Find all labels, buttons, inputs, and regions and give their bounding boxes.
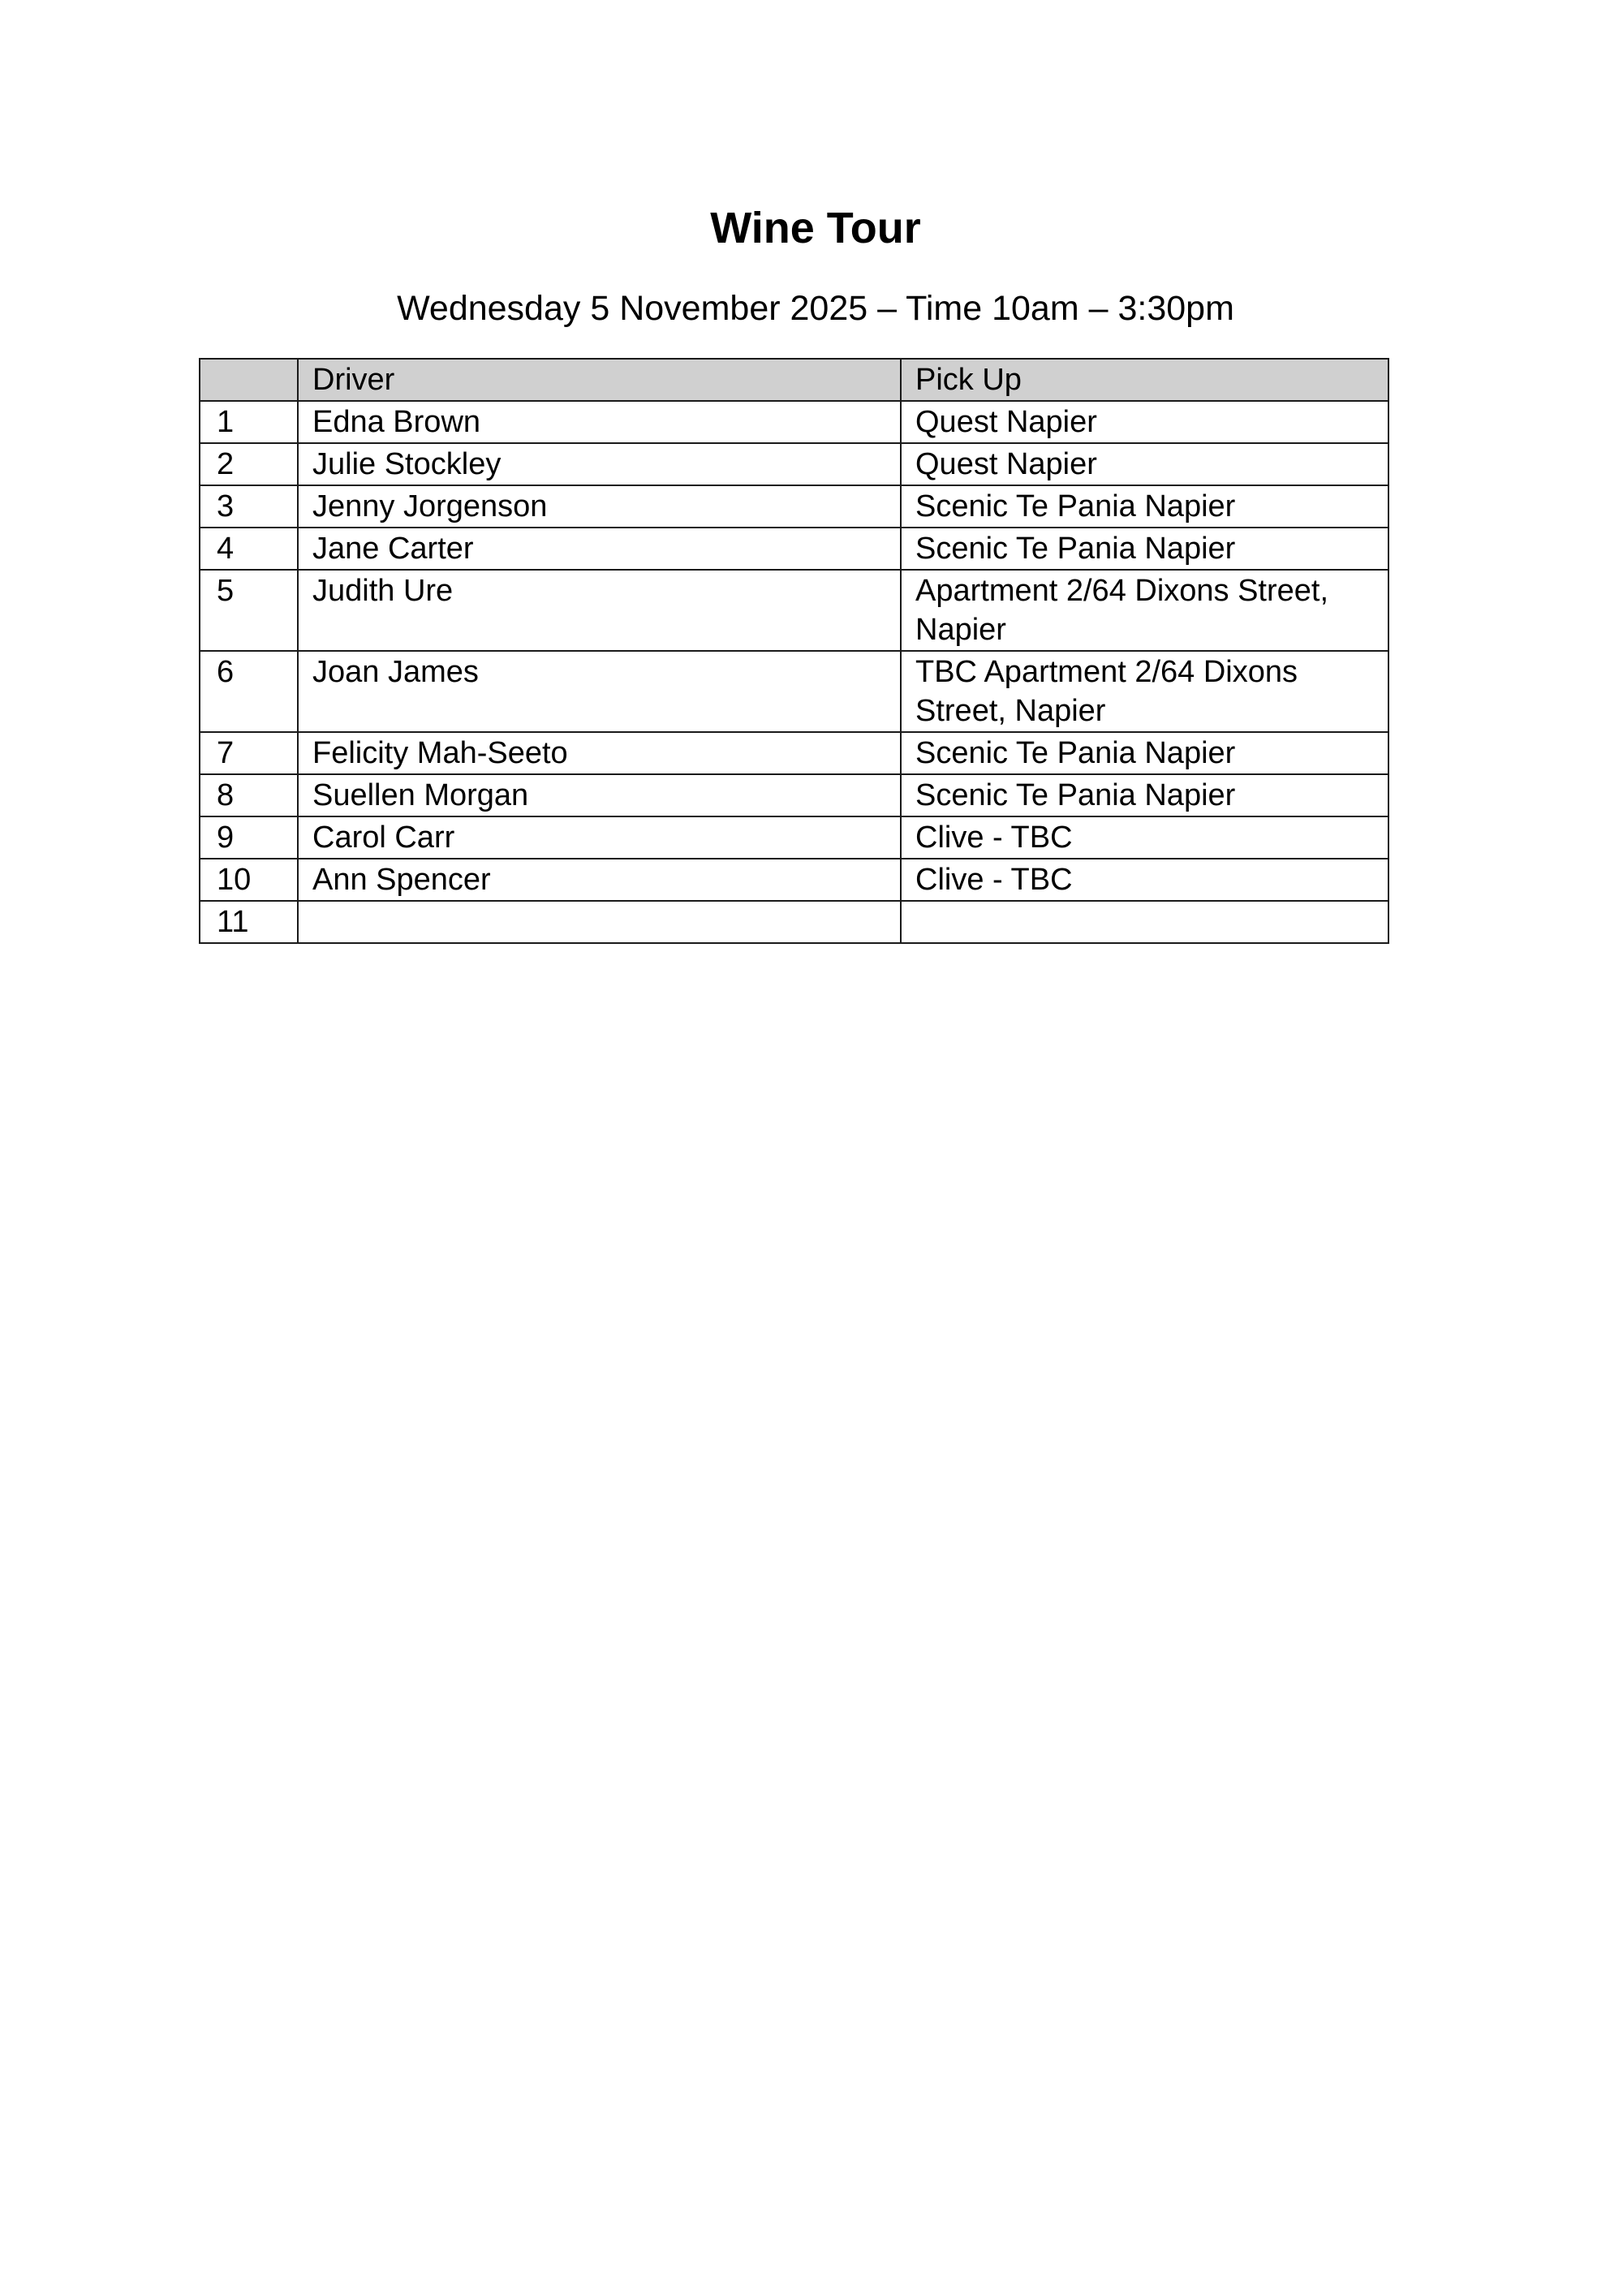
table-row — [200, 485, 1388, 528]
driver-cell: Carol Carr — [298, 816, 901, 859]
table-header-row — [200, 359, 1388, 401]
page-subtitle: Wednesday 5 November 2025 – Time 10am – 3:30pm — [397, 289, 1234, 328]
table-row — [200, 528, 1388, 570]
row-number: 9 — [200, 816, 298, 859]
driver-cell: Jenny Jorgenson — [298, 485, 901, 528]
row-number: 6 — [200, 651, 298, 732]
row-number: 3 — [200, 485, 298, 528]
pickup-cell — [901, 901, 1388, 943]
table-row — [200, 901, 1388, 943]
driver-cell: Ann Spencer — [298, 859, 901, 901]
column-header-pickup: Pick Up — [901, 359, 1388, 401]
pickup-cell: TBC Apartment 2/64 Dixons Street, Napier — [901, 651, 1388, 732]
row-number: 7 — [200, 732, 298, 774]
row-number: 1 — [200, 401, 298, 443]
table-row — [200, 732, 1388, 774]
table-row — [200, 401, 1388, 443]
driver-table — [199, 358, 1389, 944]
driver-cell — [298, 901, 901, 943]
pickup-cell: Apartment 2/64 Dixons Street, Napier — [901, 570, 1388, 651]
page-title: Wine Tour — [710, 204, 921, 252]
row-number: 11 — [200, 901, 298, 943]
table-row — [200, 859, 1388, 901]
row-number: 4 — [200, 528, 298, 570]
driver-cell: Jane Carter — [298, 528, 901, 570]
row-number: 2 — [200, 443, 298, 485]
driver-cell: Edna Brown — [298, 401, 901, 443]
driver-cell: Julie Stockley — [298, 443, 901, 485]
row-number: 8 — [200, 774, 298, 816]
pickup-cell: Scenic Te Pania Napier — [901, 732, 1388, 774]
table-row — [200, 774, 1388, 816]
table-row — [200, 443, 1388, 485]
pickup-cell: Clive - TBC — [901, 859, 1388, 901]
driver-cell: Judith Ure — [298, 570, 901, 651]
table-row — [200, 570, 1388, 651]
pickup-cell: Quest Napier — [901, 401, 1388, 443]
table-row — [200, 651, 1388, 732]
column-header-number — [200, 359, 298, 401]
column-header-driver: Driver — [298, 359, 901, 401]
table-row — [200, 816, 1388, 859]
pickup-cell: Scenic Te Pania Napier — [901, 485, 1388, 528]
pickup-cell: Scenic Te Pania Napier — [901, 774, 1388, 816]
driver-cell: Suellen Morgan — [298, 774, 901, 816]
driver-cell: Felicity Mah-Seeto — [298, 732, 901, 774]
pickup-cell: Scenic Te Pania Napier — [901, 528, 1388, 570]
row-number: 10 — [200, 859, 298, 901]
pickup-cell: Clive - TBC — [901, 816, 1388, 859]
pickup-cell: Quest Napier — [901, 443, 1388, 485]
row-number: 5 — [200, 570, 298, 651]
driver-cell: Joan James — [298, 651, 901, 732]
